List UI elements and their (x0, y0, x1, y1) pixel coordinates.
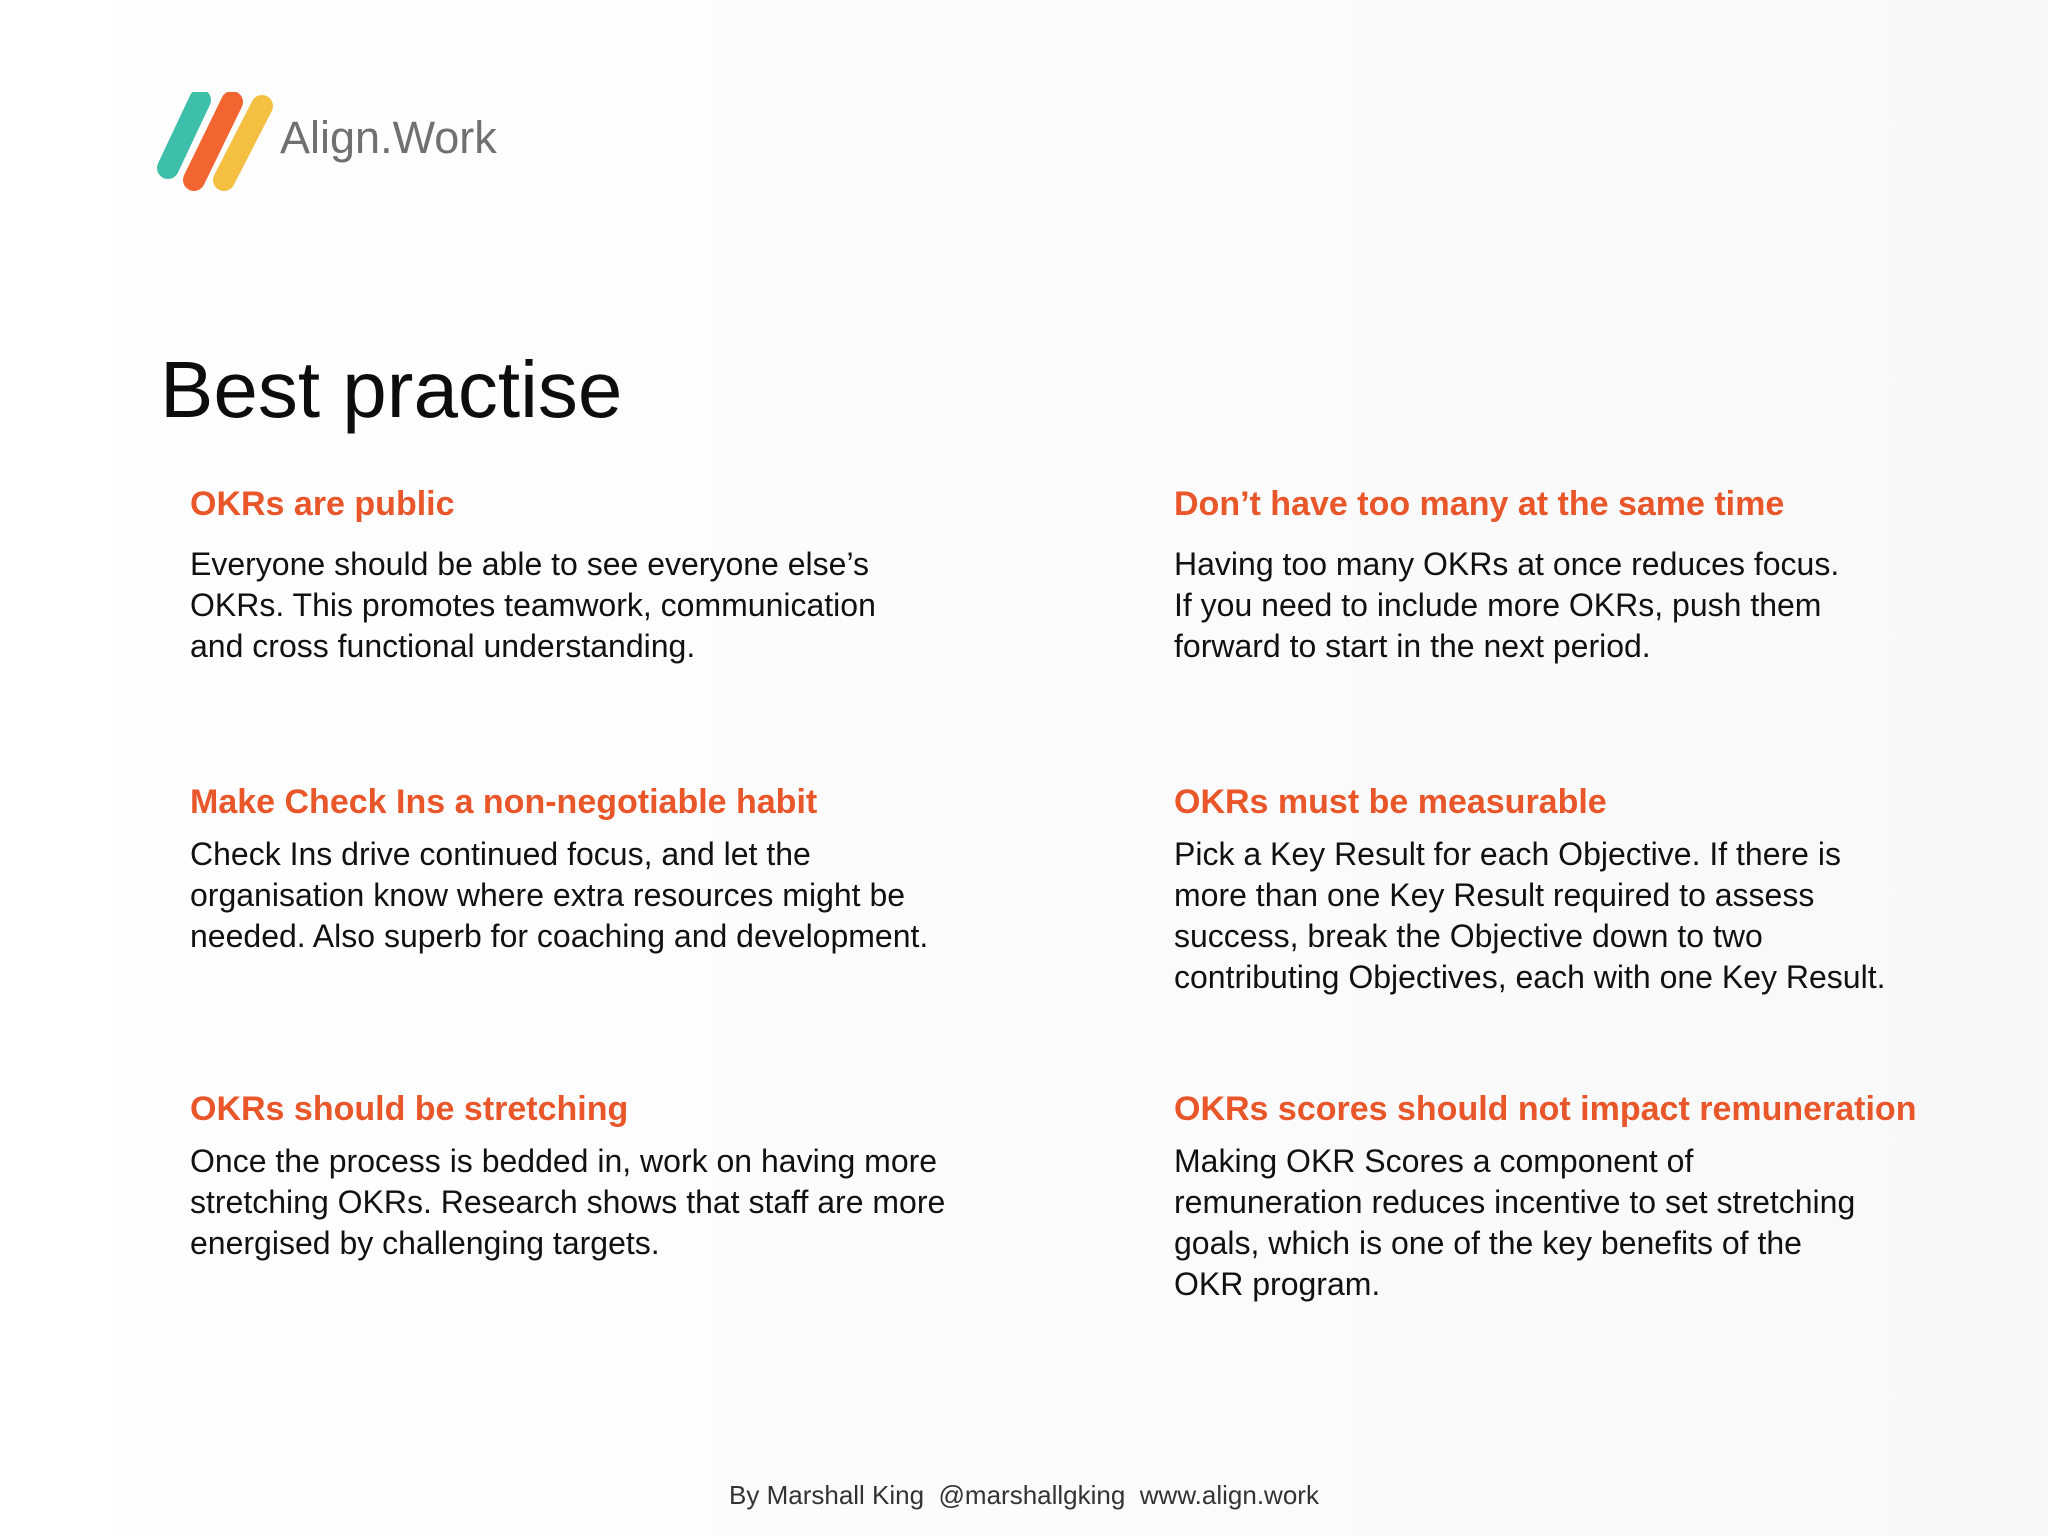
practice-item-public (190, 484, 1010, 667)
practice-body: Having too many OKRs at once reduces focus. If you need to include more OKRs, push them forward to start in the next period. (1174, 546, 1840, 664)
practice-body: Pick a Key Result for each Objective. If there is more than one Key Result required to assess success, break the Objective down to two contributing Objectives, each with one Key Result. (1174, 836, 1886, 995)
align-work-logo (148, 92, 528, 192)
practice-heading: OKRs are public (190, 485, 455, 523)
practice-heading: OKRs should be stretching (190, 1090, 629, 1128)
logo-stripes-icon (148, 92, 278, 192)
practice-item-check-ins (190, 782, 1010, 957)
practice-body: Check Ins drive continued focus, and let the organisation know where extra resources might be needed. Also superb for coaching and development. (190, 836, 929, 954)
practice-heading: OKRs must be measurable (1174, 783, 1607, 821)
footer-credit: By Marshall King @marshallgking www.align.work (729, 1480, 1319, 1510)
page-title: Best practise (160, 344, 623, 434)
practice-item-measurable (1174, 782, 1994, 998)
practice-body: Once the process is bedded in, work on having more stretching OKRs. Research shows that staff are more energised by challenging targets. (190, 1143, 946, 1261)
practice-heading: Make Check Ins a non-negotiable habit (190, 783, 818, 821)
logo-wordmark: Align.Work (280, 112, 497, 163)
practice-item-not-too-many (1174, 484, 1994, 667)
practice-heading: OKRs scores should not impact remuneration (1174, 1090, 1917, 1128)
practice-item-remuneration (1174, 1089, 1994, 1305)
practice-item-stretching (190, 1089, 1010, 1264)
practice-body: Everyone should be able to see everyone else’s OKRs. This promotes teamwork, communication and cross functional understanding. (190, 546, 876, 664)
practice-body: Making OKR Scores a component of remuneration reduces incentive to set stretching goals, which is one of the key benefits of the OKR program. (1174, 1143, 1856, 1302)
practice-heading: Don’t have too many at the same time (1174, 485, 1785, 523)
